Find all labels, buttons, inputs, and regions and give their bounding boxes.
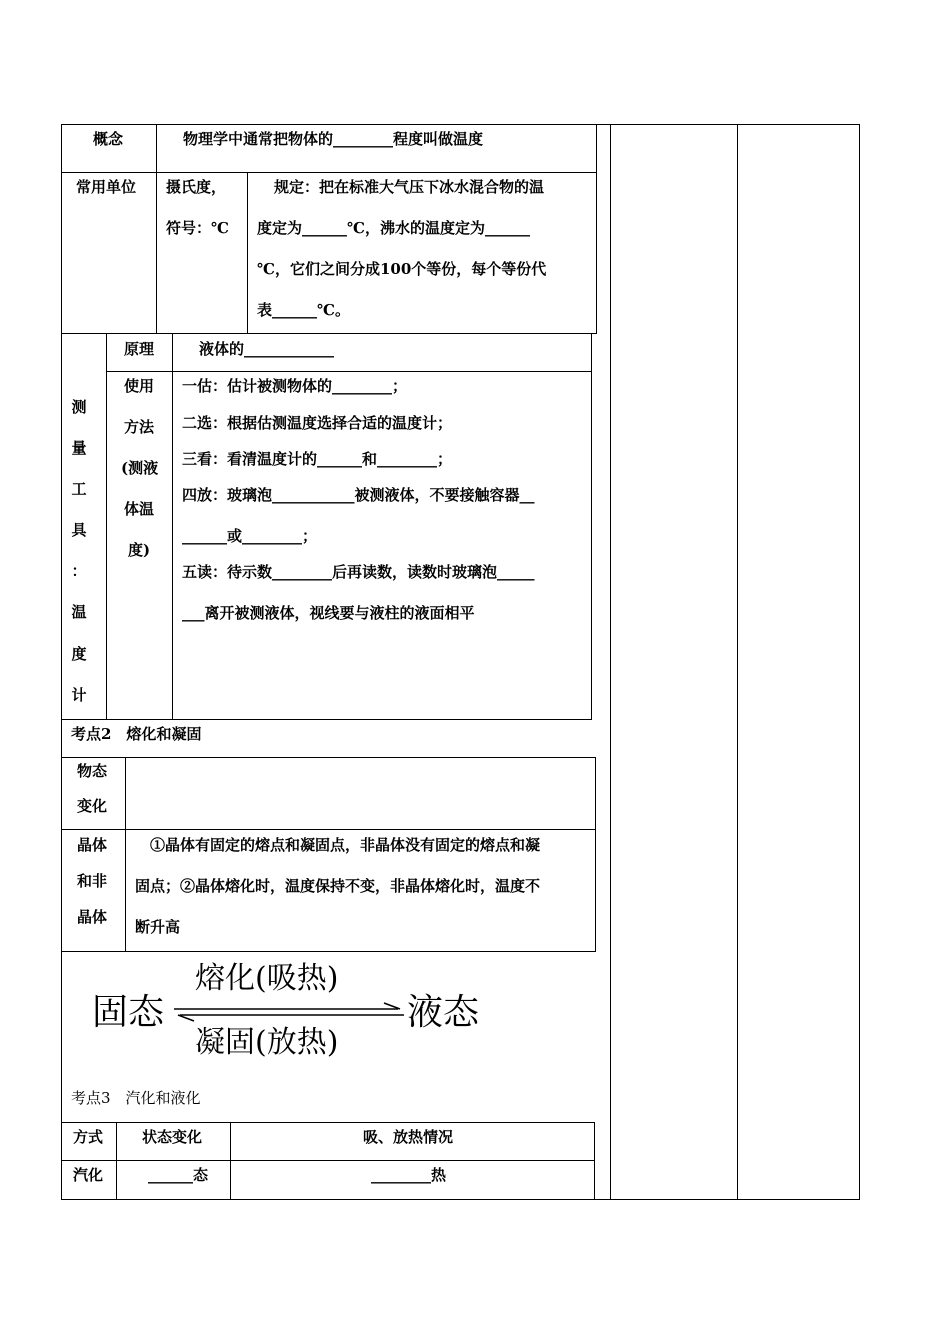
concept-row-bottom [61,172,597,173]
unit-name: 摄氏度， [166,178,227,196]
usage-step: ___离开被测液体，视线要与液柱的液面相平 [182,604,475,622]
s2-label-divider [125,757,126,952]
outer-bottom-border [61,1199,860,1200]
unit-rule-line: 规定：把在标准大气压下冰水混合物的温 [274,178,545,196]
column-divider-2 [737,124,738,1200]
s3-header-way: 方式 [73,1128,104,1146]
section3-title: 考点3 汽化和液化 [71,1089,201,1107]
usage-step: 三看：看清温度计的______和________； [182,450,453,468]
s3-row-heat: ________热 [371,1166,447,1184]
solidification-label: 凝固(放热) [195,1025,339,1060]
tool-label-divider [106,334,107,720]
outer-left-border [61,124,62,1200]
crystal-label-line: 晶体 [77,908,108,926]
s3-table-top [61,1122,595,1123]
tool-label-char: 度 [71,645,87,663]
tool-sublabel-divider [172,334,173,720]
unit-label: 常用单位 [76,178,137,196]
usage-step: 一估：估计被测物体的________； [182,377,408,395]
tool-label-char: 计 [71,686,87,704]
usage-label-line: 方法 [124,418,155,436]
crystal-text-line: 断升高 [135,918,181,936]
unit-rule-line: 度定为______℃，沸水的温度定为______ [257,219,530,237]
unit-symbol: 符号：℃ [166,219,229,237]
concept-label: 概念 [93,130,124,148]
s3-row-way: 汽化 [73,1166,104,1184]
melting-label: 熔化(吸热) [195,961,339,996]
usage-label-line: 度) [128,541,151,559]
usage-label-line: (测液 [121,459,159,477]
outer-right-border [859,124,860,1200]
tool-label-char: 工 [71,480,87,498]
section2-title: 考点2 熔化和凝固 [71,725,202,743]
tool-label-char: 温 [71,603,87,621]
state-change-label-line: 物态 [77,762,108,780]
s2-table-top [61,757,596,758]
tool-block-bottom [61,719,592,720]
usage-step: ______或________； [182,527,318,545]
s3-header-bottom [61,1160,595,1161]
tool-label-char: 具 [71,521,87,539]
crystal-label-line: 和非 [77,872,108,890]
liquid-state-label: 液态 [407,992,480,1033]
s3-header-state: 状态变化 [142,1128,203,1146]
s3-col-divider-1 [116,1122,117,1200]
s3-col-divider-2 [230,1122,231,1200]
usage-step: 四放：玻璃泡___________被测液体，不要接触容器__ [182,486,535,504]
s2-table-bottom [61,951,596,952]
s2-table-right [595,757,596,952]
tool-label-char: 测 [71,398,87,416]
state-change-label-line: 变化 [77,797,108,815]
crystal-text-line: ①晶体有固定的熔点和凝固点，非晶体没有固定的熔点和凝 [150,836,541,854]
unit-inner-divider [247,172,248,334]
usage-label-line: 体温 [124,500,155,518]
s2-row-divider [61,829,596,830]
principle-text: 液体的____________ [199,340,335,358]
tool-label-char: 量 [71,439,87,457]
crystal-text-line: 固点；②晶体熔化时，温度保持不变，非晶体熔化时，温度不 [135,877,541,895]
outer-top-border [61,124,860,125]
solid-state-label: 固态 [92,992,165,1033]
column-divider-1 [610,124,611,1200]
tool-label-char: ： [71,562,87,580]
usage-step: 五读：待示数________后再读数，读数时玻璃泡_____ [182,563,535,581]
crystal-label-line: 晶体 [77,836,108,854]
s3-header-heat: 吸、放热情况 [363,1128,454,1146]
usage-step: 二选：根据估测温度选择合适的温度计； [182,414,453,432]
unit-rule-line: ℃，它们之间分成100个等份，每个等份代 [257,260,547,278]
s3-table-right [594,1122,595,1200]
unit-row-bottom [61,333,597,334]
reversible-arrow-icon [172,1000,406,1024]
concept-label-divider [156,124,157,334]
principle-label: 原理 [124,340,155,358]
tool-block-right [591,334,592,720]
s3-row-state: ______态 [148,1166,209,1184]
unit-rule-line: 表______℃。 [257,301,350,319]
principle-row-bottom [106,371,592,372]
concept-row-right [596,124,597,334]
concept-text: 物理学中通常把物体的________程度叫做温度 [183,130,484,148]
usage-label-line: 使用 [124,377,155,395]
